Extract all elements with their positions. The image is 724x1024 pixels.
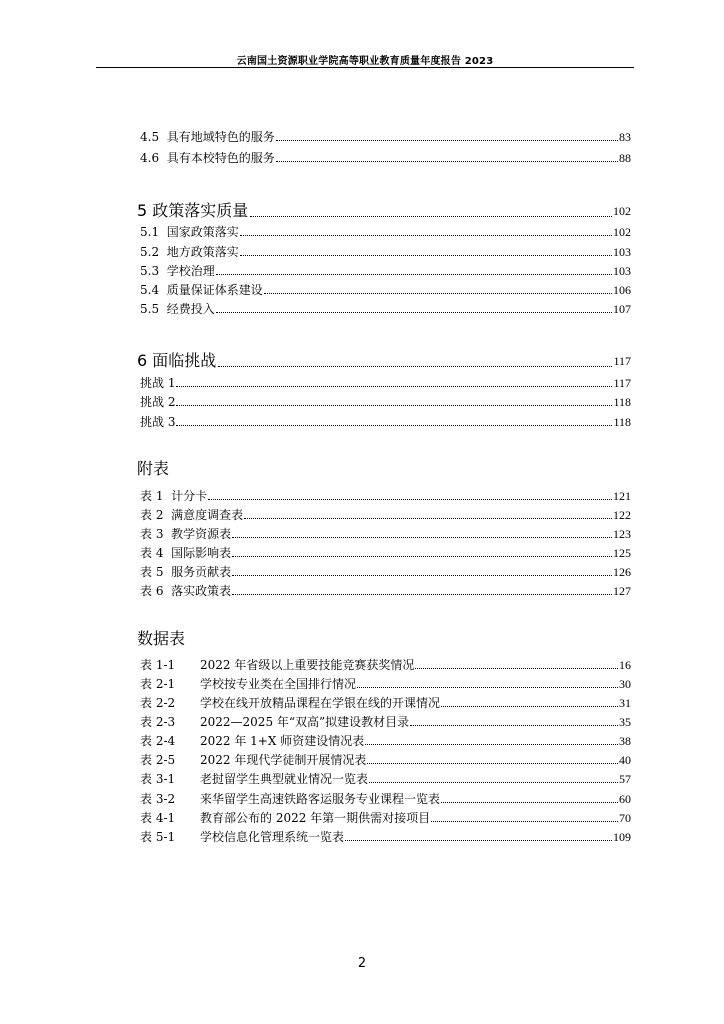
leader-dots	[264, 293, 612, 294]
toc-entry-challenge-3[interactable]	[140, 411, 631, 429]
toc-entry-number: 表 4	[140, 546, 164, 560]
table-code: 表 2-4	[140, 734, 176, 748]
chapter-title: 5 政策落实质量	[137, 201, 249, 220]
table-title: 来华留学生高速铁路客运服务专业课程一览表	[200, 792, 441, 806]
leader-dots	[357, 687, 618, 688]
leader-dots	[240, 255, 612, 256]
toc-entry-title: 满意度调查表	[171, 508, 244, 522]
table-code: 表 3-1	[140, 772, 176, 786]
table-title: 2022 年省级以上重要技能竞赛获奖情况	[200, 658, 415, 672]
table-title: 2022—2025 年“双高”拟建设教材目录	[200, 715, 410, 729]
leader-dots	[369, 782, 618, 783]
toc-entry-5-1[interactable]	[140, 221, 631, 239]
toc-appendix-4[interactable]	[140, 542, 631, 560]
toc-entry-page: 102	[613, 225, 631, 239]
toc-entry-page: 117	[613, 376, 631, 390]
toc-appendix-2[interactable]	[140, 504, 631, 522]
toc-entry-number: 5.4	[140, 283, 160, 297]
leader-dots	[250, 216, 612, 217]
toc-entry-title: 学校治理	[166, 264, 215, 278]
table-page: 57	[619, 772, 631, 786]
table-title: 学校信息化管理系统一览表	[200, 830, 345, 844]
toc-entry-title: 落实政策表	[171, 584, 232, 598]
leader-dots	[232, 556, 612, 557]
toc-entry-title: 经费投入	[166, 302, 215, 316]
toc-entry-page: 118	[613, 395, 631, 409]
leader-dots	[431, 821, 618, 822]
leader-dots	[276, 161, 618, 162]
toc-appendix-5[interactable]	[140, 561, 631, 579]
toc-entry-number: 5.3	[140, 264, 160, 278]
table-page: 35	[619, 715, 631, 729]
toc-entry-title: 地方政策落实	[166, 245, 239, 259]
toc-entry-challenge-1[interactable]	[140, 372, 631, 390]
leader-dots	[441, 802, 618, 803]
leader-dots	[216, 274, 612, 275]
toc-entry-number: 表 5	[140, 565, 164, 579]
table-code: 表 4-1	[140, 811, 176, 825]
toc-table-4-1[interactable]	[140, 807, 631, 825]
toc-entry-title: 服务贡献表	[171, 565, 232, 579]
table-page: 60	[619, 792, 631, 806]
toc-entry-title: 挑战 1	[140, 376, 176, 390]
toc-entry-title: 教学资源表	[171, 527, 232, 541]
table-page: 16	[619, 658, 631, 672]
toc-entry-number: 5.5	[140, 302, 160, 316]
table-title: 2022 年 1+X 师资建设情况表	[200, 734, 365, 748]
toc-chapter-5[interactable]	[137, 198, 631, 220]
toc-table-5-1[interactable]	[140, 826, 631, 844]
leader-dots	[410, 725, 618, 726]
leader-dots	[240, 235, 612, 236]
toc-table-1-1[interactable]	[140, 654, 631, 672]
toc-entry-title: 国家政策落实	[166, 225, 239, 239]
toc-entry-page: 103	[613, 245, 631, 259]
toc-entry-title: 挑战 2	[140, 395, 176, 409]
chapter-page: 102	[613, 204, 631, 218]
toc-entry-title: 具有本校特色的服务	[166, 151, 275, 165]
toc-entry-page: 88	[619, 151, 631, 165]
table-page: 31	[619, 696, 631, 710]
toc-entry-challenge-2[interactable]	[140, 391, 631, 409]
table-page: 109	[613, 830, 631, 844]
table-code: 表 1-1	[140, 658, 176, 672]
running-header: 云南国土资源职业学院高等职业教育质量年度报告 2023	[236, 56, 494, 67]
toc-appendix-6[interactable]	[140, 580, 631, 598]
toc-entry-page: 103	[613, 264, 631, 278]
data-tables-title: 数据表	[137, 629, 186, 648]
toc-entry-number: 表 6	[140, 584, 164, 598]
toc-entry-5-4[interactable]	[140, 279, 631, 297]
leader-dots	[367, 763, 618, 764]
toc-entry-title: 挑战 3	[140, 415, 176, 429]
leader-dots	[232, 594, 612, 595]
toc-table-2-4[interactable]	[140, 730, 631, 748]
toc-entry-4-6[interactable]	[140, 147, 631, 165]
toc-entry-title: 国际影响表	[171, 546, 232, 560]
toc-entry-page: 127	[613, 584, 631, 598]
toc-entry-page: 122	[613, 508, 631, 522]
toc-appendix-1[interactable]	[140, 485, 631, 503]
toc-entry-5-3[interactable]	[140, 260, 631, 278]
toc-appendix-3[interactable]	[140, 523, 631, 541]
toc-entry-title: 具有地域特色的服务	[166, 130, 275, 144]
toc-entry-number: 5.2	[140, 245, 160, 259]
table-title: 学校按专业类在全国排行情况	[200, 677, 357, 691]
table-title: 教育部公布的 2022 年第一期供需对接项目	[200, 811, 431, 825]
leader-dots	[208, 499, 612, 500]
toc-chapter-6[interactable]	[137, 348, 631, 370]
table-code: 表 2-1	[140, 677, 176, 691]
toc-table-3-2[interactable]	[140, 788, 631, 806]
toc-table-2-3[interactable]	[140, 711, 631, 729]
leader-dots	[415, 668, 618, 669]
toc-entry-number: 4.5	[140, 130, 160, 144]
leader-dots	[232, 537, 612, 538]
toc-entry-5-2[interactable]	[140, 241, 631, 259]
toc-entry-page: 107	[613, 302, 631, 316]
table-code: 表 2-2	[140, 696, 176, 710]
table-title: 学校在线开放精品课程在学银在线的开课情况	[200, 696, 441, 710]
leader-dots	[365, 744, 618, 745]
toc-table-2-5[interactable]	[140, 749, 631, 767]
toc-entry-page: 118	[613, 415, 631, 429]
toc-entry-page: 125	[613, 546, 631, 560]
toc-entry-number: 表 3	[140, 527, 164, 541]
leader-dots	[276, 140, 618, 141]
appendix-title: 附表	[137, 459, 170, 478]
header-rule	[96, 67, 634, 68]
toc-table-2-1[interactable]	[140, 673, 631, 691]
leader-dots	[345, 840, 612, 841]
toc-entry-title: 质量保证体系建设	[166, 283, 263, 297]
leader-dots	[232, 575, 612, 576]
toc-entry-page: 121	[613, 489, 631, 503]
leader-dots	[441, 706, 618, 707]
toc-table-3-1[interactable]	[140, 768, 631, 786]
table-code: 表 2-3	[140, 715, 176, 729]
toc-entry-title: 计分卡	[171, 489, 208, 503]
toc-table-2-2[interactable]	[140, 692, 631, 710]
table-code: 表 3-2	[140, 792, 176, 806]
leader-dots	[176, 405, 612, 406]
toc-entry-number: 表 2	[140, 508, 164, 522]
leader-dots	[218, 366, 612, 367]
table-page: 40	[619, 753, 631, 767]
toc-entry-5-5[interactable]	[140, 298, 631, 316]
table-page: 70	[619, 811, 631, 825]
toc-entry-page: 126	[613, 565, 631, 579]
toc-entry-number: 表 1	[140, 489, 164, 503]
toc-entry-page: 83	[619, 130, 631, 144]
toc-entry-page: 106	[613, 283, 631, 297]
chapter-page: 117	[613, 354, 631, 368]
leader-dots	[244, 518, 612, 519]
table-page: 30	[619, 677, 631, 691]
table-page: 38	[619, 734, 631, 748]
toc-entry-number: 5.1	[140, 225, 160, 239]
chapter-title: 6 面临挑战	[137, 351, 217, 370]
table-title: 2022 年现代学徒制开展情况表	[200, 753, 367, 767]
table-title: 老挝留学生典型就业情况一览表	[200, 772, 369, 786]
table-code: 表 5-1	[140, 830, 176, 844]
toc-entry-4-5[interactable]	[140, 126, 631, 144]
leader-dots	[176, 425, 612, 426]
page-number: 2	[357, 956, 367, 971]
leader-dots	[216, 312, 612, 313]
toc-entry-number: 4.6	[140, 151, 160, 165]
table-code: 表 2-5	[140, 753, 176, 767]
leader-dots	[176, 386, 612, 387]
toc-entry-page: 123	[613, 527, 631, 541]
